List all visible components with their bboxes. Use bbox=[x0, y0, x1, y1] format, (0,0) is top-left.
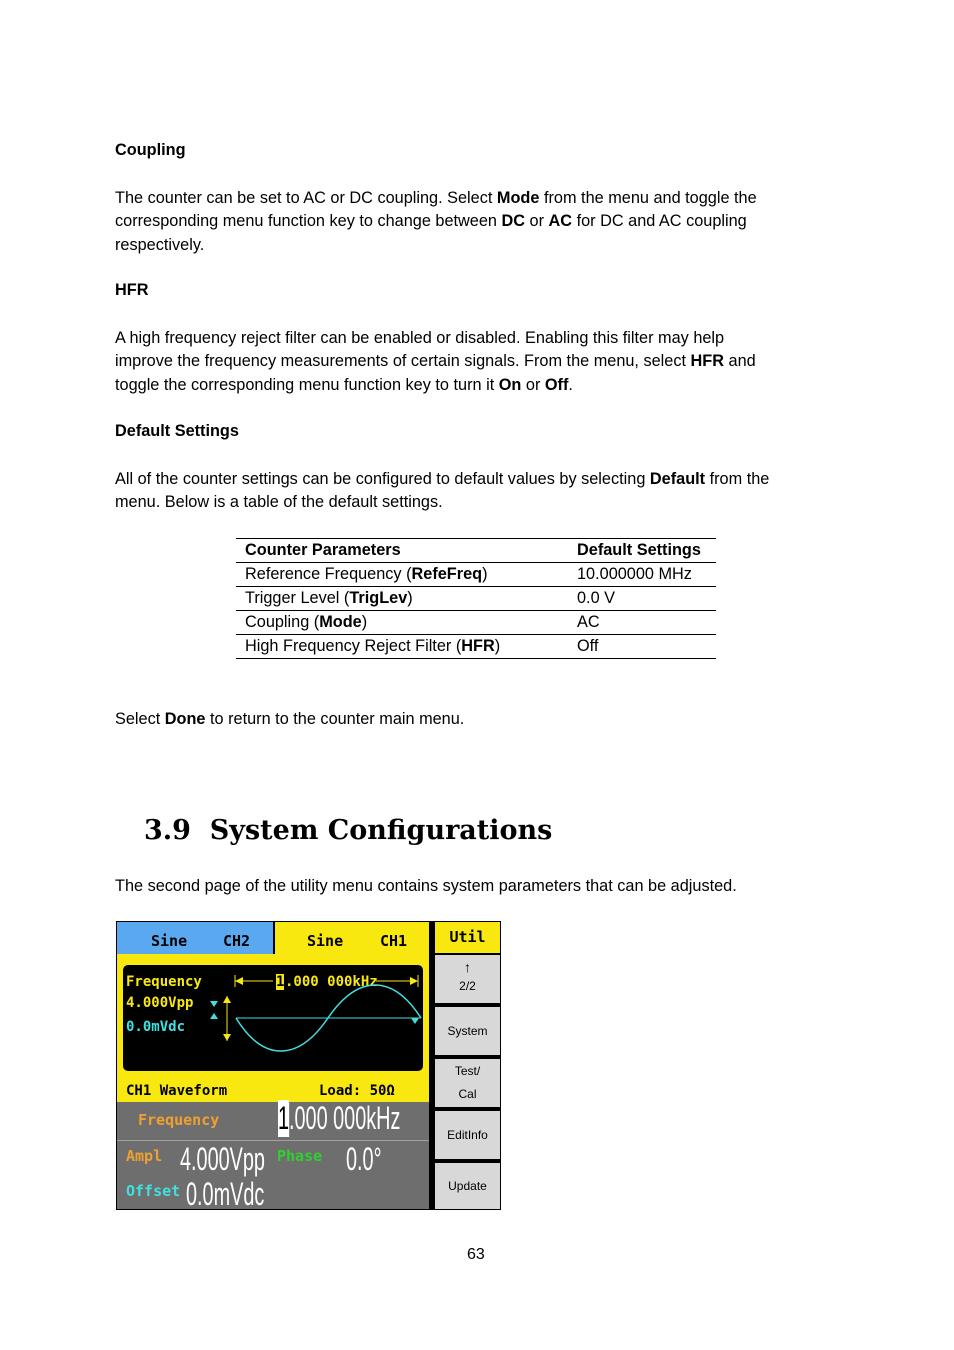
instrument-screenshot bbox=[116, 921, 501, 1210]
offset-param-label[interactable]: Offset bbox=[126, 1182, 181, 1200]
test-cal-button[interactable] bbox=[435, 1059, 500, 1107]
ch2-label: CH2 bbox=[223, 932, 251, 950]
page-indicator: 2/2 bbox=[459, 979, 476, 993]
up-arrow-icon: ↑ bbox=[464, 959, 471, 975]
editinfo-button[interactable]: EditInfo bbox=[435, 1111, 500, 1159]
wave-frequency-label: Frequency bbox=[126, 974, 202, 990]
table-row bbox=[236, 635, 716, 659]
hfr-paragraph: A high frequency reject filter can be enabled or disabled. Enabling this filter may help improve the frequency measurements of certain signals. From the menu, select HFR and toggle the corresponding menu function key to turn it On or Off. bbox=[115, 329, 756, 394]
wave-offset: 0.0mVdc bbox=[126, 1019, 186, 1035]
amplitude-param-value[interactable]: 4.000Vpp bbox=[180, 1141, 265, 1177]
waveform-display bbox=[123, 965, 423, 1071]
wave-amplitude: 4.000Vpp bbox=[126, 995, 194, 1011]
ch1-waveform-label: CH1 Waveform bbox=[126, 1083, 228, 1099]
frequency-cursor-digit: 1 bbox=[278, 1100, 290, 1136]
load-label: Load: 50Ω bbox=[319, 1083, 395, 1099]
coupling-heading: Coupling bbox=[115, 141, 186, 159]
coupling-paragraph: The counter can be set to AC or DC coupling. Select Mode from the menu and toggle the corresponding menu function key to change between DC or AC for DC and AC coupling respectively. bbox=[115, 189, 757, 254]
defaults-heading: Default Settings bbox=[115, 422, 239, 440]
page-toggle-button[interactable] bbox=[435, 955, 500, 1003]
column-header: Counter Parameters bbox=[236, 539, 568, 563]
wave-frequency-value: .000 000kHz bbox=[285, 974, 378, 990]
update-button[interactable]: Update bbox=[435, 1163, 500, 1209]
page-number: 63 bbox=[467, 1246, 485, 1263]
util-menu-header: Util bbox=[435, 922, 500, 953]
frequency-param-value[interactable]: .000 000kHz bbox=[289, 1100, 401, 1136]
default-settings-table bbox=[236, 538, 716, 659]
ch1-tab[interactable] bbox=[275, 922, 429, 954]
value-cell: 10.000000 MHz bbox=[568, 563, 716, 587]
ch1-label: CH1 bbox=[380, 932, 408, 950]
done-sentence: Select Done to return to the counter main menu. bbox=[115, 710, 465, 728]
phase-param-label[interactable]: Phase bbox=[277, 1147, 323, 1165]
amplitude-param-label[interactable]: Ampl bbox=[126, 1147, 163, 1165]
offset-param-value[interactable]: 0.0mVdc bbox=[186, 1176, 265, 1210]
table-row bbox=[236, 587, 716, 611]
hfr-heading: HFR bbox=[115, 281, 149, 299]
section-intro: The second page of the utility menu contains system parameters that can be adjusted. bbox=[115, 877, 737, 895]
parameter-cell: Trigger Level (TrigLev) bbox=[236, 587, 568, 611]
frequency-param-label[interactable]: Frequency bbox=[138, 1111, 220, 1129]
system-button[interactable]: System bbox=[435, 1007, 500, 1055]
phase-param-value[interactable]: 0.0° bbox=[346, 1141, 382, 1177]
ch2-tab[interactable] bbox=[117, 922, 273, 954]
test-cal-label-line1: Test/ bbox=[454, 1064, 481, 1078]
table-row bbox=[236, 611, 716, 635]
parameter-divider bbox=[117, 1140, 429, 1141]
parameter-cell: Reference Frequency (RefeFreq) bbox=[236, 563, 568, 587]
ch2-wave-label: Sine bbox=[151, 932, 188, 950]
table-row bbox=[236, 563, 716, 587]
parameter-cell: High Frequency Reject Filter (HFR) bbox=[236, 635, 568, 659]
section-number: 3.9 bbox=[144, 815, 191, 846]
section-title: System Configurations bbox=[209, 815, 553, 846]
sine-wave-graphic bbox=[123, 965, 423, 1071]
wave-frequency-cursor: 1 bbox=[276, 974, 285, 990]
parameter-cell: Coupling (Mode) bbox=[236, 611, 568, 635]
value-cell: Off bbox=[568, 635, 716, 659]
test-cal-label-line2: Cal bbox=[458, 1087, 477, 1101]
value-cell: 0.0 V bbox=[568, 587, 716, 611]
ch1-wave-label: Sine bbox=[307, 932, 344, 950]
defaults-paragraph: All of the counter settings can be configured to default values by selecting Default from the menu. Below is a table of the default settings. bbox=[115, 470, 770, 512]
table-header-row bbox=[236, 539, 716, 563]
value-cell: AC bbox=[568, 611, 716, 635]
column-header: Default Settings bbox=[568, 539, 716, 563]
section-heading bbox=[144, 815, 552, 846]
